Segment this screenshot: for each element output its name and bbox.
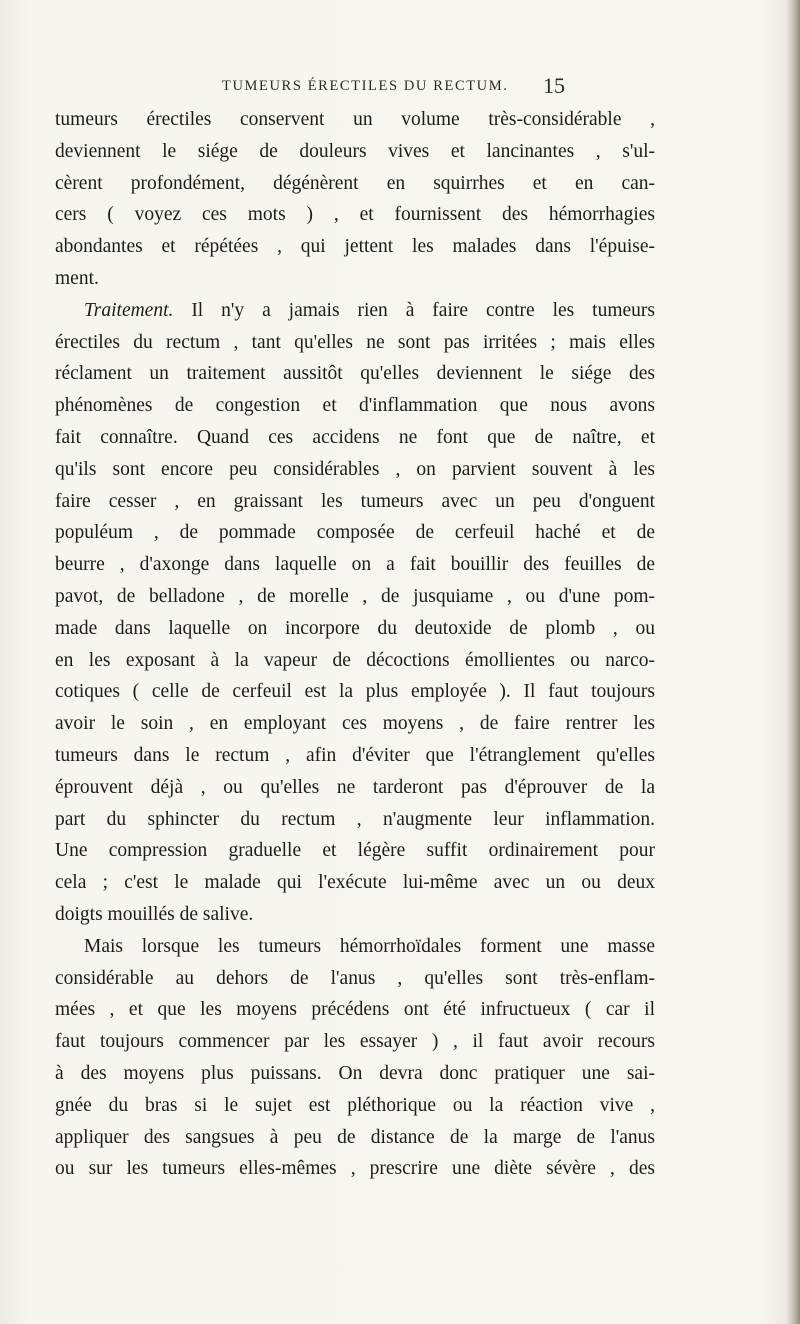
text-line: éprouvent déjà , ou qu'elles ne tarderont pas d'éprouver de la [55, 776, 655, 798]
text-line: ment. [55, 267, 99, 289]
running-title: TUMEURS ÉRECTILES DU RECTUM. [222, 78, 509, 94]
running-head [0, 73, 800, 102]
text-line: faire cesser , en graissant les tumeurs avec un peu d'onguent [55, 490, 655, 512]
section-lead: Traitement. [84, 299, 174, 321]
paragraph-opening-line [55, 295, 655, 327]
text-line: érectiles du rectum , tant qu'elles ne sont pas irritées ; mais elles [55, 331, 655, 353]
text-line: tumeurs dans le rectum , afin d'éviter que l'étranglement qu'elles [55, 744, 655, 766]
text-line: abondantes et répétées , qui jettent les malades dans l'épuise- [55, 236, 655, 258]
text-line: réclament un traitement aussitôt qu'elles deviennent le siége des [55, 363, 655, 385]
text-line: deviennent le siége de douleurs vives et lancinantes , s'ul- [55, 140, 655, 162]
body-text [55, 104, 655, 1185]
text-line: Mais lorsque les tumeurs hémorrhoïdales forment une masse [84, 935, 655, 957]
text-line: qu'ils sont encore peu considérables , on parvient souvent à les [55, 458, 655, 480]
text-line: phénomènes de congestion et d'inflammation que nous avons [55, 395, 655, 417]
text-line: faut toujours commencer par les essayer ) , il faut avoir recours [55, 1031, 655, 1053]
text-line: en les exposant à la vapeur de décoctions émollientes ou narco- [55, 649, 655, 671]
text-line: gnée du bras si le sujet est pléthorique ou la réaction vive , [55, 1094, 655, 1116]
page-edge-shadow [786, 0, 800, 1324]
text-line: appliquer des sangsues à peu de distance de la marge de l'anus [55, 1126, 655, 1148]
text-line: cotiques ( celle de cerfeuil est la plus employée ). Il faut toujours [55, 681, 655, 703]
text-line: beurre , d'axonge dans laquelle on a fait bouillir des feuilles de [55, 554, 655, 576]
text-line: populéum , de pommade composée de cerfeuil haché et de [55, 522, 655, 544]
text-line: ou sur les tumeurs elles-mêmes , prescrire une diète sévère , des [55, 1158, 655, 1180]
text-line: doigts mouillés de salive. [55, 903, 254, 925]
text-line: considérable au dehors de l'anus , qu'elles sont très-enflam- [55, 967, 655, 989]
text-line: mées , et que les moyens précédens ont été infructueux ( car il [55, 999, 655, 1021]
text-line: cèrent profondément, dégénèrent en squirrhes et en can- [55, 172, 655, 194]
text-line: made dans laquelle on incorpore du deutoxide de plomb , ou [55, 617, 655, 639]
text-line: à des moyens plus puissans. On devra donc pratiquer une sai- [55, 1062, 655, 1084]
text-line: cela ; c'est le malade qui l'exécute lui-même avec un ou deux [55, 872, 655, 894]
text-line: Une compression graduelle et légère suffit ordinairement pour [55, 840, 655, 862]
text-line: avoir le soin , en employant ces moyens , de faire rentrer les [55, 713, 655, 735]
page-number: 15 [543, 73, 565, 98]
text-line: cers ( voyez ces mots ) , et fournissent des hémorrhagies [55, 204, 655, 226]
text-line-rest: Il n'y a jamais rien à faire contre les tumeurs [173, 299, 655, 321]
text-line: pavot, de belladone , de morelle , de jusquiame , ou d'une pom- [55, 585, 655, 607]
text-line: fait connaître. Quand ces accidens ne font que de naître, et [55, 426, 655, 448]
text-line: tumeurs érectiles conservent un volume très-considérable , [55, 109, 655, 130]
text-line: part du sphincter du rectum , n'augmente leur inflammation. [55, 808, 655, 830]
